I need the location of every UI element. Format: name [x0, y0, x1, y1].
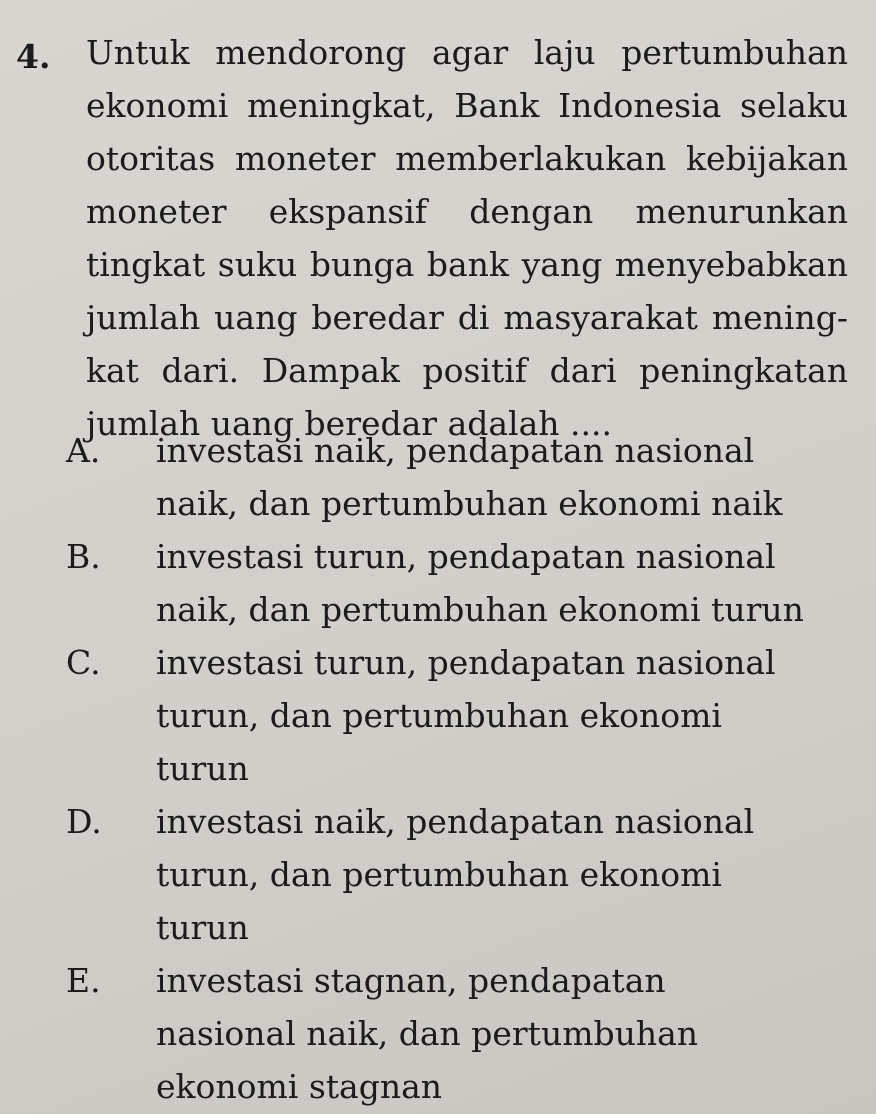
- option-line: naik, dan pertumbuhan ekonomi turun: [156, 590, 804, 629]
- option-line: nasional naik, dan pertumbuhan: [156, 1014, 699, 1053]
- question-stem: [86, 26, 848, 450]
- question-line: moneter ekspansif dengan menurunkan: [86, 192, 848, 231]
- option-a: [66, 424, 856, 530]
- option-text: [156, 795, 856, 954]
- option-line: turun, dan pertumbuhan ekonomi: [156, 696, 722, 735]
- option-line: investasi naik, pendapatan nasional: [156, 431, 755, 470]
- option-line: investasi turun, pendapatan nasional: [156, 537, 776, 576]
- option-letter: E.: [66, 961, 101, 1000]
- question-line: jumlah uang beredar di masyarakat mening-: [86, 298, 848, 337]
- option-letter: D.: [66, 802, 102, 841]
- option-text: [156, 530, 856, 636]
- option-letter: B.: [66, 537, 101, 576]
- question-line: ekonomi meningkat, Bank Indonesia selaku: [86, 86, 848, 125]
- option-text: [156, 636, 856, 795]
- option-line: investasi stagnan, pendapatan: [156, 961, 666, 1000]
- option-letter: A.: [66, 431, 101, 470]
- question-line: tingkat suku bunga bank yang menyebabkan: [86, 245, 848, 284]
- question-line: jumlah uang beredar adalah ....: [86, 404, 612, 443]
- question-line: kat dari. Dampak positif dari peningkatan: [86, 351, 848, 390]
- option-text: [156, 954, 856, 1113]
- option-letter: C.: [66, 643, 101, 682]
- option-c: [66, 636, 856, 795]
- question-number: 4.: [16, 37, 51, 76]
- option-line: ekonomi stagnan: [156, 1067, 443, 1106]
- option-line: turun: [156, 749, 249, 788]
- option-line: turun, dan pertumbuhan ekonomi: [156, 855, 722, 894]
- option-line: naik, dan pertumbuhan ekonomi naik: [156, 484, 783, 523]
- option-d: [66, 795, 856, 954]
- answer-options: [66, 424, 856, 1113]
- question-line: otoritas moneter memberlakukan kebijakan: [86, 139, 848, 178]
- option-b: [66, 530, 856, 636]
- option-line: investasi turun, pendapatan nasional: [156, 643, 776, 682]
- option-line: investasi naik, pendapatan nasional: [156, 802, 755, 841]
- option-e: [66, 954, 856, 1113]
- option-text: [156, 424, 856, 530]
- question-line: Untuk mendorong agar laju pertumbuhan: [86, 33, 848, 72]
- option-line: turun: [156, 908, 249, 947]
